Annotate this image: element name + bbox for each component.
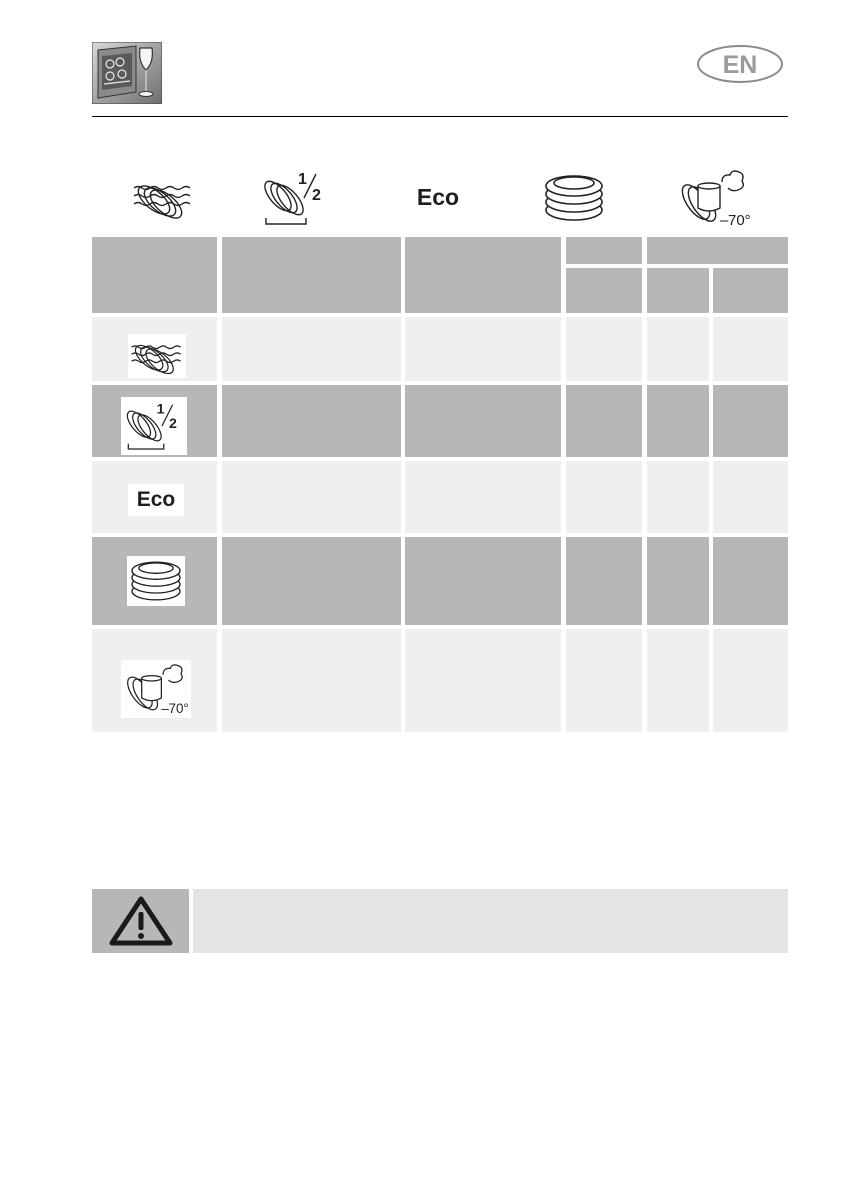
table-cell <box>566 537 642 625</box>
table-header-cell <box>566 237 642 264</box>
half-load-plates-icon <box>260 165 330 230</box>
eco-label: Eco <box>416 184 460 210</box>
program-icon-strip <box>92 165 788 230</box>
table-cell <box>566 461 642 533</box>
table-cell <box>647 385 709 457</box>
table-cell <box>222 461 401 533</box>
svg-text:70°: 70° <box>728 211 751 228</box>
warning-triangle-icon <box>108 895 174 947</box>
table-subheader-cell <box>647 268 709 313</box>
svg-text:1: 1 <box>156 401 165 418</box>
table-cell <box>713 537 788 625</box>
table-cell <box>405 461 561 533</box>
table-cell <box>647 537 709 625</box>
svg-text:1: 1 <box>298 170 307 188</box>
table-cell <box>713 385 788 457</box>
table-cell <box>222 385 401 457</box>
warning-text-box <box>193 889 788 953</box>
pot-steam-icon <box>121 660 191 718</box>
svg-text:–: – <box>720 211 729 228</box>
eco-text-icon <box>408 165 468 230</box>
svg-text:–: – <box>161 701 169 717</box>
table-header-cell <box>405 237 561 313</box>
stacked-plates-icon <box>127 556 185 606</box>
table-subheader-cell <box>566 268 642 313</box>
svg-text:70°: 70° <box>168 701 189 717</box>
table-cell <box>566 317 642 381</box>
table-cell <box>713 461 788 533</box>
dishwasher-glass-icon <box>92 42 162 104</box>
eco-label: Eco <box>136 488 176 511</box>
table-cell <box>566 629 642 732</box>
table-cell <box>222 317 401 381</box>
table-cell <box>647 461 709 533</box>
svg-text:2: 2 <box>312 186 321 204</box>
table-subheader-cell <box>713 268 788 313</box>
table-cell <box>713 629 788 732</box>
pot-steam-icon <box>676 165 752 230</box>
rinse-plates-waves-icon <box>132 165 194 230</box>
half-load-plates-icon <box>121 397 187 455</box>
table-cell <box>222 629 401 732</box>
eco-text-icon <box>128 484 184 516</box>
table-cell <box>405 317 561 381</box>
language-code: EN <box>722 51 758 79</box>
warning-icon-cell <box>92 889 189 953</box>
table-cell <box>222 537 401 625</box>
table-cell <box>713 317 788 381</box>
table-cell <box>647 629 709 732</box>
rinse-plates-waves-icon <box>128 334 186 378</box>
stacked-plates-icon <box>542 165 606 230</box>
table-header-cell <box>222 237 401 313</box>
table-cell <box>566 385 642 457</box>
table-cell <box>405 629 561 732</box>
table-cell <box>405 537 561 625</box>
table-cell <box>647 317 709 381</box>
svg-text:2: 2 <box>169 415 177 432</box>
language-badge <box>696 44 784 84</box>
table-header-cell <box>647 237 788 264</box>
header-divider <box>92 116 788 117</box>
table-header-cell <box>92 237 217 313</box>
table-cell <box>405 385 561 457</box>
